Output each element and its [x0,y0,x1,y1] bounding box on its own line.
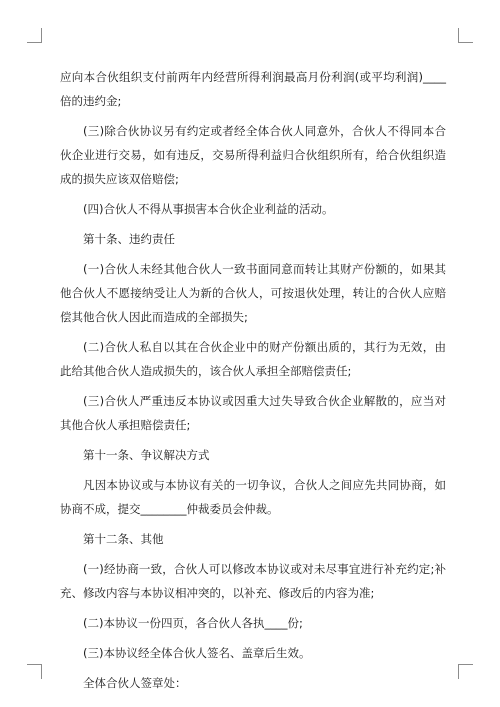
paragraph-penalty-continuation: 应向本合伙组织支付前两年内经营所得利润最高月份利润(或平均利润)____倍的违约金; [60,70,446,108]
crop-mark-bottom-left [27,664,42,679]
paragraph-article-11-body: 凡因本协议或与本协议有关的一切争议，合伙人之间应先共同协商，如协商不成，提交________仲裁委员会仲裁。 [60,478,446,516]
paragraph-article-12-item-2: (二)本协议一份四页，各合伙人各执____份; [83,616,303,630]
section-heading-article-12: 第十二条、其他 [83,532,164,546]
paragraph-article-10-item-3: (三)合伙人严重违反本协议或因重大过失导致合伙企业解散的，应当对其他合伙人承担赔偿责任; [60,394,446,432]
paragraph-article-10-item-2: (二)合伙人私自以其在合伙企业中的财产份额出质的，其行为无效，由此给其他合伙人造成损失的，该合伙人承担全部赔偿责任; [60,340,446,378]
section-heading-article-10: 第十条、违约责任 [83,232,175,246]
crop-mark-bottom-right [458,664,473,679]
paragraph-article-10-item-1: (一)合伙人未经其他合伙人一致书面同意而转让其财产份额的，如果其他合伙人不愿接纳受让人为新的合伙人，可按退伙处理，转让的合伙人应赔偿其他合伙人因此而造成的全部损失; [60,262,446,324]
signature-line-label: 全体合伙人签章处： [83,676,187,690]
document-body [60,65,446,701]
paragraph-article-12-item-3: (三)本协议经全体合伙人签名、盖章后生效。 [83,646,311,660]
paragraph-clause-3-no-trading: (三)除合伙协议另有约定或者经全体合伙人同意外，合伙人不得同本合伙企业进行交易，如有违反，交易所得利益归合伙组织所有，给合伙组织造成的损失应该双倍赔偿; [60,124,446,186]
paragraph-clause-4-no-harm: (四)合伙人不得从事损害本合伙企业利益的活动。 [83,202,334,216]
paragraph-article-12-item-1: (一)经协商一致，合伙人可以修改本协议或对未尽事宜进行补充约定;补充、修改内容与本协议相冲突的，以补充、修改后的内容为准; [60,562,446,600]
crop-mark-top-left [27,28,42,43]
crop-mark-top-right [458,28,473,43]
section-heading-article-11: 第十一条、争议解决方式 [83,448,210,462]
